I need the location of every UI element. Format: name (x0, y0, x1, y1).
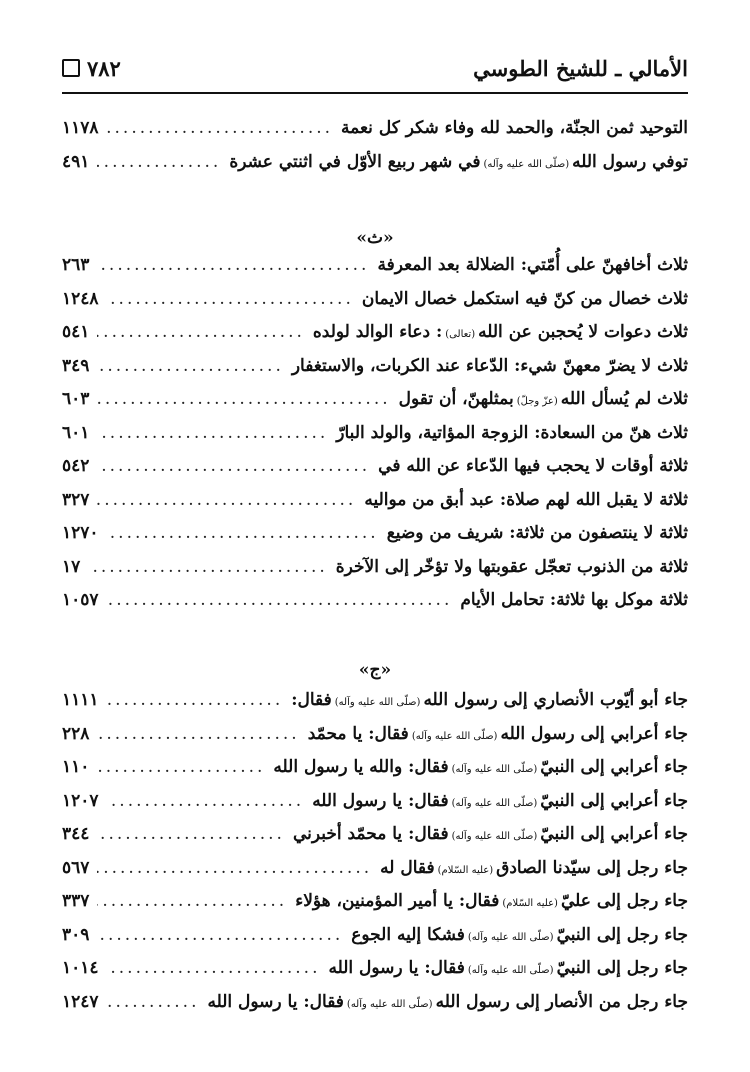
leader-dots (97, 891, 287, 911)
index-entry (62, 958, 688, 992)
entry-number: ١٧ (62, 556, 81, 577)
index-entry (62, 858, 688, 892)
leader-dots (107, 992, 200, 1012)
entry-text-rest: فقال: والله يا رسول الله (273, 757, 449, 777)
entry-text: جاء رجل إلى سيّدنا الصادق (496, 857, 688, 878)
entry-number: ٥٤١ (62, 322, 90, 342)
square-icon (62, 59, 80, 77)
honorific: (صلّى الله عليه وآله) (346, 998, 433, 1010)
entry-number: ٥٦٧ (62, 857, 90, 878)
index-entry (62, 389, 688, 423)
index-entry (62, 724, 688, 758)
entry-text: جاء أبو أيّوب الأنصاري إلى رسول الله (423, 690, 688, 710)
leader-dots (97, 389, 390, 409)
entry-text: جاء أعرابي إلى النبيّ (540, 824, 688, 844)
leader-dots (97, 824, 285, 844)
index-entry (62, 118, 688, 152)
leader-dots (107, 118, 334, 138)
index-entry (62, 152, 688, 186)
honorific: (صلّى الله عليه وآله) (451, 797, 538, 809)
entry-text-rest: في شهر ربيع الأوّل في اثنتي عشرة (229, 151, 481, 172)
entry-text: ثلاثة لا يقبل الله لهم صلاة: عبد أبق من مواليه (364, 489, 688, 510)
entry-text: ثلاثة لا ينتصفون من ثلاثة: شريف من وضيع (386, 523, 688, 543)
entry-number: ٣٤٩ (62, 355, 90, 376)
honorific: (عزّ وجلّ) (516, 396, 558, 407)
entry-number: ١٠١٤ (62, 958, 99, 978)
index-entry (62, 523, 688, 557)
leader-dots (97, 152, 221, 172)
leader-dots (107, 690, 284, 710)
entry-text-rest: فقال: يا محمّد أخبرني (292, 824, 449, 844)
entry-number: ٦٠١ (62, 422, 90, 443)
entry-text-rest: فقال: يا رسول الله (328, 958, 465, 978)
leader-dots (107, 289, 354, 309)
index-entry (62, 456, 688, 490)
index-entry (62, 423, 688, 457)
leader-dots (88, 557, 327, 577)
entry-number: ١٢٠٧ (62, 790, 99, 811)
index-entry (62, 757, 688, 791)
entries-section-tha (62, 255, 688, 624)
entry-text-rest: فقال: (291, 690, 332, 710)
book-title: الأمالي ـ للشيخ الطوسي (473, 55, 688, 81)
entry-text: جاء رجل إلى النبيّ (556, 924, 688, 945)
entry-text-rest: : دعاء الوالد لولده (312, 322, 443, 342)
entry-text: التوحيد ثمن الجنّة، والحمد لله وفاء شكر كل نعمة (341, 118, 688, 138)
page-header (62, 52, 688, 84)
entry-text-rest: فشكا إليه الجوع (351, 924, 465, 945)
honorific: (صلّى الله عليه وآله) (411, 730, 498, 742)
index-entry (62, 590, 688, 624)
leader-dots (97, 858, 372, 878)
leader-dots (97, 456, 370, 476)
entry-text-rest: فقال له (380, 857, 435, 878)
entry-text: ثلاثة موكل بها ثلاثة: تحامل الأيام (460, 590, 688, 610)
index-entry (62, 255, 688, 289)
entry-number: ٣٤٤ (62, 824, 90, 844)
entry-number: ٣٢٧ (62, 489, 90, 510)
index-entry (62, 490, 688, 524)
leader-dots (107, 958, 321, 978)
entry-text-rest: فقال: يا محمّد (307, 723, 409, 744)
leader-dots (97, 322, 304, 342)
entry-number: ١١٧٨ (62, 118, 99, 138)
entry-text: ثلاث لم يُسأل الله (560, 389, 688, 409)
leader-dots (97, 757, 265, 777)
header-rule (62, 92, 688, 94)
entry-number: ٥٤٢ (62, 456, 90, 476)
entry-number: ١٢٧٠ (62, 523, 99, 543)
entry-number: ٢٢٨ (62, 723, 90, 744)
page-number: ٧٨٢ (87, 55, 121, 81)
leader-dots (97, 490, 356, 510)
entry-number: ١٢٤٨ (62, 288, 99, 309)
entry-text-rest: فقال: يا رسول الله (207, 991, 344, 1012)
index-entry (62, 690, 688, 724)
index-entry (62, 891, 688, 925)
entry-number: ١١٠ (62, 757, 90, 777)
leader-dots (107, 791, 305, 811)
leader-dots (107, 590, 453, 610)
entry-number: ٦٠٣ (62, 389, 90, 409)
index-entry (62, 557, 688, 591)
section-heading-tha: «ث» (356, 228, 394, 248)
entry-text: ثلاث هنّ من السعادة: الزوجة المؤاتية، والولد البارّ (336, 422, 688, 443)
honorific: (صلّى الله عليه وآله) (467, 965, 554, 976)
entry-text: جاء رجل إلى النبيّ (556, 958, 688, 978)
entry-text-rest: بمثلهنّ، أن تقول (398, 389, 514, 409)
section-heading-jim: «ج» (358, 660, 392, 680)
honorific: (صلّى الله عليه وآله) (451, 764, 538, 775)
entry-number: ٤٩١ (62, 151, 90, 172)
entry-text: ثلاثة أوقات لا يحجب فيها الدّعاء عن الله في (378, 456, 688, 476)
entry-text: ثلاث أخافهنّ على أُمّتي: الضلالة بعد المعرفة (377, 255, 688, 275)
entry-number: ١٠٥٧ (62, 590, 99, 610)
leader-dots (97, 925, 343, 945)
entry-number: ١٢٤٧ (62, 991, 99, 1012)
honorific: (صلّى الله عليه وآله) (483, 158, 570, 170)
entry-text: ثلاثة من الذنوب تعجّل عقوبتها ولا تؤخّر إلى الآخرة (335, 556, 688, 577)
page-number-box (62, 56, 121, 81)
entry-text: ثلاث خصال من كنّ فيه استكمل خصال الايمان (361, 288, 688, 309)
entry-text: جاء أعرابي إلى النبيّ (540, 757, 688, 777)
entry-text: جاء أعرابي إلى النبيّ (540, 790, 688, 811)
index-entry (62, 289, 688, 323)
leader-dots (97, 423, 328, 443)
honorific: (عليه السّلام) (502, 898, 558, 909)
index-entry (62, 824, 688, 858)
index-entry (62, 322, 688, 356)
honorific: (صلّى الله عليه وآله) (334, 697, 421, 708)
entries-top-group (62, 118, 688, 185)
honorific: (صلّى الله عليه وآله) (467, 931, 554, 943)
entry-text: جاء رجل من الأنصار إلى رسول الله (435, 991, 688, 1012)
entry-text: توفي رسول الله (572, 151, 688, 172)
leader-dots (107, 523, 379, 543)
index-entry (62, 791, 688, 825)
honorific: (تعالى) (445, 329, 476, 340)
entry-number: ٣٠٩ (62, 924, 90, 945)
entry-text-rest: فقال: يا أمير المؤمنين، هؤلاء (295, 891, 500, 911)
entry-text-rest: فقال: يا رسول الله (312, 790, 449, 811)
leader-dots (97, 724, 299, 744)
entry-text: ثلاث لا يضرّ معهنّ شيء: الدّعاء عند الكربات، والاستغفار (291, 355, 688, 376)
entry-number: ٣٣٧ (62, 891, 90, 911)
entry-number: ٢٦٣ (62, 255, 90, 275)
leader-dots (97, 255, 369, 275)
honorific: (عليه السّلام) (437, 864, 494, 876)
entries-section-jim (62, 690, 688, 1025)
honorific: (صلّى الله عليه وآله) (451, 831, 538, 842)
entry-text: جاء أعرابي إلى رسول الله (500, 723, 688, 744)
entry-number: ١١١١ (62, 690, 99, 710)
index-entry (62, 925, 688, 959)
entry-text: ثلاث دعوات لا يُحجبن عن الله (478, 322, 688, 342)
entry-text: جاء رجل إلى عليّ (560, 891, 688, 911)
leader-dots (97, 356, 283, 376)
index-entry (62, 356, 688, 390)
index-entry (62, 992, 688, 1026)
